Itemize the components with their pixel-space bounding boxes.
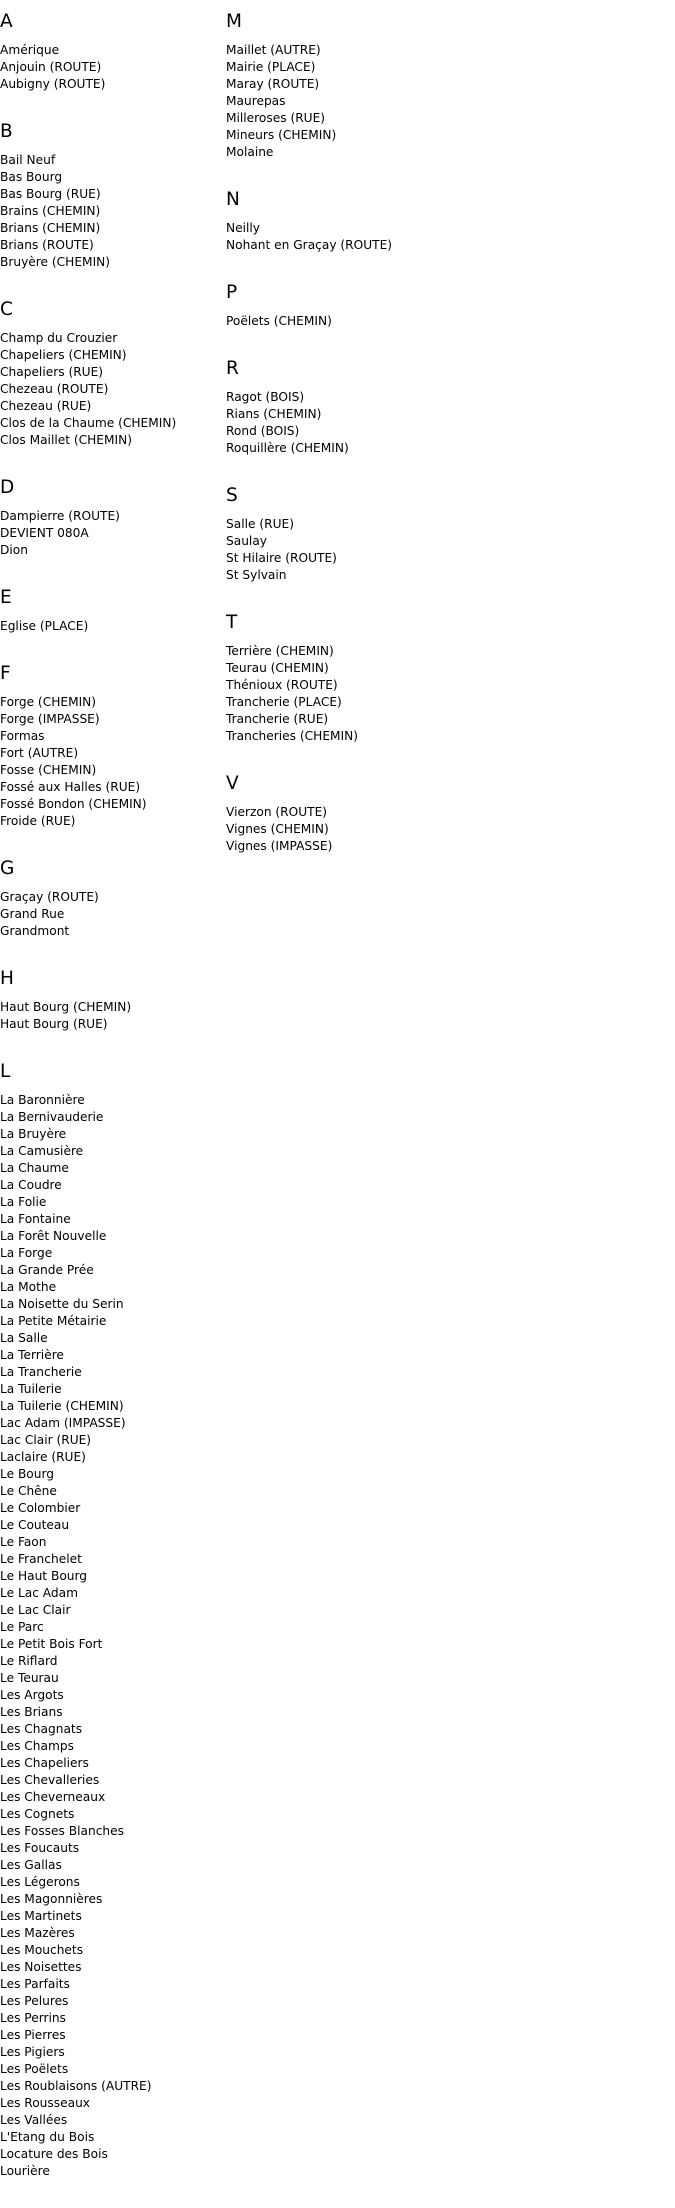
street-entry[interactable]: Eglise (PLACE) [0,619,89,633]
street-entry[interactable]: Les Chapeliers [0,1756,89,1770]
street-entry[interactable]: Fossé Bondon (CHEMIN) [0,797,147,811]
street-entry[interactable]: Rians (CHEMIN) [226,407,322,421]
section-letter: H [0,968,14,989]
street-entry[interactable]: Les Argots [0,1688,64,1702]
letter-group [0,587,222,635]
section-letter: L [0,1061,11,1082]
letter-group [0,1061,222,2180]
street-entry[interactable]: Bas Bourg (RUE) [0,187,101,201]
street-entry[interactable]: Vierzon (ROUTE) [226,805,328,819]
street-entry[interactable]: La Noisette du Serin [0,1297,124,1311]
section-letter: B [0,121,13,142]
street-entry[interactable]: Les Rousseaux [0,2096,91,2110]
street-entry[interactable]: Dion [0,543,28,557]
street-entry[interactable]: Ragot (BOIS) [226,390,305,404]
street-entry[interactable]: Nohant en Graçay (ROUTE) [226,238,393,252]
street-entry[interactable]: Le Riflard [0,1654,58,1668]
letter-group [226,485,666,584]
letter-group [226,282,666,330]
letter-group [226,612,666,745]
street-entry[interactable]: Anjouin (ROUTE) [0,60,102,74]
street-entry[interactable]: Forge (IMPASSE) [0,712,100,726]
street-entry[interactable]: Le Petit Bois Fort [0,1637,103,1651]
letter-group [0,477,222,559]
street-entry[interactable]: Les Gallas [0,1858,62,1872]
street-entry[interactable]: Les Poëlets [0,2062,69,2076]
street-entry[interactable]: Le Colombier [0,1501,81,1515]
street-entry[interactable]: Teurau (CHEMIN) [226,661,329,675]
letter-group [0,11,222,93]
street-entry[interactable]: Les Foucauts [0,1841,80,1855]
street-entry[interactable]: La Forge [0,1246,53,1260]
street-entry[interactable]: La Coudre [0,1178,62,1192]
street-entry[interactable]: Amérique [0,43,60,57]
street-entry[interactable]: Terrière (CHEMIN) [226,644,334,658]
street-entry[interactable]: Le Faon [0,1535,47,1549]
street-entry[interactable]: Formas [0,729,45,743]
street-entry[interactable]: Froide (RUE) [0,814,76,828]
street-entry[interactable]: Trancherie (RUE) [226,712,329,726]
letter-group [226,358,666,457]
street-entry[interactable]: Grandmont [0,924,70,938]
street-entry[interactable]: Le Teurau [0,1671,59,1685]
letter-group [226,773,666,855]
street-entry[interactable]: La Camusière [0,1144,84,1158]
street-entry[interactable]: Aubigny (ROUTE) [0,77,106,91]
index-column-left [0,11,222,2208]
street-entry[interactable]: Lac Adam (IMPASSE) [0,1416,126,1430]
street-entry[interactable]: Haut Bourg (RUE) [0,1017,108,1031]
street-entry[interactable]: Fossé aux Halles (RUE) [0,780,141,794]
street-entry[interactable]: Les Pierres [0,2028,66,2042]
street-entry[interactable]: Le Parc [0,1620,44,1634]
street-entry[interactable]: Clos Maillet (CHEMIN) [0,433,132,447]
section-letter: V [226,773,239,794]
street-entry[interactable]: Chezeau (RUE) [0,399,92,413]
street-entry[interactable]: La Mothe [0,1280,57,1294]
section-letter: T [226,612,238,633]
street-entry[interactable]: Lac Clair (RUE) [0,1433,92,1447]
street-entry[interactable]: Maillet (AUTRE) [226,43,321,57]
section-letter: F [0,663,11,684]
street-entry[interactable]: La Fontaine [0,1212,71,1226]
index-column-right [226,11,666,883]
street-entry[interactable]: Les Légerons [0,1875,80,1889]
section-letter: M [226,11,242,32]
section-letter: C [0,299,13,320]
street-entry[interactable]: Les Magonnières [0,1892,103,1906]
letter-group [226,11,666,161]
street-entry[interactable]: Les Chevalleries [0,1773,100,1787]
letter-group [0,299,222,449]
street-entry[interactable]: Milleroses (RUE) [226,111,326,125]
street-entry[interactable]: Chapeliers (CHEMIN) [0,348,127,362]
street-entry[interactable]: Forge (CHEMIN) [0,695,97,709]
section-letter: P [226,282,238,303]
street-entry[interactable]: Brains (CHEMIN) [0,204,101,218]
street-entry[interactable]: Clos de la Chaume (CHEMIN) [0,416,177,430]
street-entry[interactable]: La Tuilerie [0,1382,62,1396]
street-entry[interactable]: Saulay [226,534,267,548]
section-letter: E [0,587,12,608]
letter-group [0,858,222,940]
street-entry[interactable]: Les Noisettes [0,1960,82,1974]
street-entry[interactable]: Le Bourg [0,1467,55,1481]
street-entry[interactable]: La Baronnière [0,1093,85,1107]
section-letter: A [0,11,13,32]
street-entry[interactable]: Champ du Crouzier [0,331,118,345]
street-entry[interactable]: La Tuilerie (CHEMIN) [0,1399,124,1413]
street-entry[interactable]: Roquillère (CHEMIN) [226,441,349,455]
street-entry[interactable]: La Folie [0,1195,47,1209]
street-entry[interactable]: Chapeliers (RUE) [0,365,104,379]
street-entry[interactable]: La Petite Métairie [0,1314,107,1328]
section-letter: N [226,189,240,210]
street-entry[interactable]: Vignes (IMPASSE) [226,839,333,853]
street-entry[interactable]: Vignes (CHEMIN) [226,822,329,836]
street-entry[interactable]: La Trancherie [0,1365,82,1379]
street-entry[interactable]: Lourière [0,2164,50,2178]
street-entry[interactable]: Les Vallées [0,2113,68,2127]
street-entry[interactable]: Brians (CHEMIN) [0,221,101,235]
street-entry[interactable]: Maray (ROUTE) [226,77,320,91]
section-letter: R [226,358,239,379]
street-entry[interactable]: Salle (RUE) [226,517,294,531]
street-entry[interactable]: Les Cheverneaux [0,1790,106,1804]
street-entry[interactable]: Bail Neuf [0,153,56,167]
street-entry[interactable]: Mineurs (CHEMIN) [226,128,337,142]
street-entry[interactable]: Les Martinets [0,1909,82,1923]
letter-group [0,663,222,830]
street-entry[interactable]: Fort (AUTRE) [0,746,79,760]
street-entry[interactable]: Locature des Bois [0,2147,108,2161]
street-entry[interactable]: Les Mazères [0,1926,75,1940]
street-entry[interactable]: St Hilaire (ROUTE) [226,551,337,565]
street-entry[interactable]: Haut Bourg (CHEMIN) [0,1000,132,1014]
street-entry[interactable]: Poëlets (CHEMIN) [226,314,332,328]
street-entry[interactable]: Les Roublaisons (AUTRE) [0,2079,152,2093]
street-entry[interactable]: Rond (BOIS) [226,424,300,438]
street-entry[interactable]: L'Etang du Bois [0,2130,95,2144]
street-entry[interactable]: Les Pelures [0,1994,69,2008]
street-entry[interactable]: Maurepas [226,94,286,108]
street-entry[interactable]: Le Lac Clair [0,1603,71,1617]
street-entry[interactable]: Trancheries (CHEMIN) [226,729,359,743]
street-entry[interactable]: Le Chêne [0,1484,57,1498]
street-entry[interactable]: Dampierre (ROUTE) [0,509,120,523]
street-entry[interactable]: La Salle [0,1331,48,1345]
letter-group [0,121,222,271]
street-entry[interactable]: Les Cognets [0,1807,75,1821]
street-entry[interactable]: Le Lac Adam [0,1586,78,1600]
street-entry[interactable]: Fosse (CHEMIN) [0,763,97,777]
street-entry[interactable]: La Terrière [0,1348,64,1362]
street-entry[interactable]: Mairie (PLACE) [226,60,316,74]
street-entry[interactable]: La Bernivauderie [0,1110,104,1124]
street-entry[interactable]: Brians (ROUTE) [0,238,94,252]
street-entry[interactable]: Molaine [226,145,274,159]
street-entry[interactable]: Neilly [226,221,260,235]
street-entry[interactable]: Les Parfaits [0,1977,70,1991]
section-letter: D [0,477,15,498]
street-entry[interactable]: Les Brians [0,1705,63,1719]
street-entry[interactable]: Trancherie (PLACE) [226,695,342,709]
street-entry[interactable]: Le Haut Bourg [0,1569,88,1583]
street-entry[interactable]: Bruyère (CHEMIN) [0,255,111,269]
street-entry[interactable]: Le Couteau [0,1518,70,1532]
street-entry[interactable]: Les Perrins [0,2011,66,2025]
letter-group [0,968,222,1033]
street-entry[interactable]: Chezeau (ROUTE) [0,382,109,396]
section-letter: S [226,485,238,506]
street-entry[interactable]: Thénioux (ROUTE) [226,678,338,692]
street-entry[interactable]: La Bruyère [0,1127,67,1141]
section-letter: G [0,858,15,879]
street-entry[interactable]: La Forêt Nouvelle [0,1229,107,1243]
street-entry[interactable]: Les Chagnats [0,1722,83,1736]
street-entry[interactable]: Laclaire (RUE) [0,1450,86,1464]
street-entry[interactable]: Le Franchelet [0,1552,82,1566]
letter-group [226,189,666,254]
street-entry[interactable]: DEVIENT 080A [0,526,89,540]
street-entry[interactable]: Grand Rue [0,907,65,921]
street-entry[interactable]: Bas Bourg [0,170,63,184]
street-entry[interactable]: Graçay (ROUTE) [0,890,99,904]
street-entry[interactable]: Les Pigiers [0,2045,65,2059]
street-entry[interactable]: La Grande Prée [0,1263,94,1277]
street-entry[interactable]: St Sylvain [226,568,287,582]
street-entry[interactable]: Les Fosses Blanches [0,1824,124,1838]
street-entry[interactable]: Les Mouchets [0,1943,84,1957]
street-entry[interactable]: Les Champs [0,1739,74,1753]
street-entry[interactable]: La Chaume [0,1161,69,1175]
